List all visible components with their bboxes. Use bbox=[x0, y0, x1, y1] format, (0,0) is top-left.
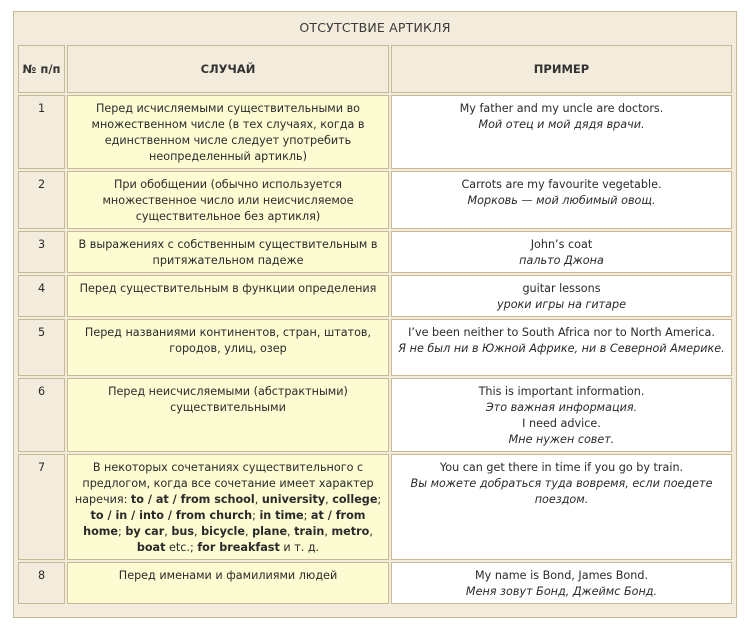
example-english: My name is Bond, James Bond. bbox=[474, 569, 649, 582]
case-description: Перед названиями континентов, стран, штатов, городов, улиц, озер bbox=[67, 319, 389, 376]
example-cell bbox=[391, 95, 732, 169]
case-phrase-bold: at / from home bbox=[83, 509, 366, 538]
case-phrase-bold: metro bbox=[331, 525, 370, 538]
case-phrase-bold: to / in / into / from church bbox=[90, 509, 253, 522]
case-text-part: , bbox=[194, 525, 202, 538]
case-description: При обобщении (обычно используется множественное число или неисчисляемое существительное без артикля) bbox=[67, 171, 389, 229]
example-english: This is important information. bbox=[478, 385, 645, 398]
case-text-part: ; bbox=[303, 509, 311, 522]
case-phrase-bold: train bbox=[294, 525, 325, 538]
row-number: 1 bbox=[18, 95, 65, 169]
table-row bbox=[18, 562, 732, 604]
case-text-part: ; bbox=[252, 509, 260, 522]
case-description: Перед неисчисляемыми (абстрактными) существительными bbox=[67, 378, 389, 452]
example-translation: Я не был ни в Южной Африке, ни в Северной Америке. bbox=[398, 342, 725, 355]
case-description: Перед существительным в функции определения bbox=[67, 275, 389, 317]
example-translation: Меня зовут Бонд, Джеймс Бонд. bbox=[465, 585, 658, 598]
header-example: ПРИМЕР bbox=[391, 45, 732, 93]
example-cell bbox=[391, 231, 732, 273]
case-text-part: , bbox=[164, 525, 172, 538]
example-cell bbox=[391, 319, 732, 376]
row-number: 3 bbox=[18, 231, 65, 273]
case-description bbox=[67, 454, 389, 560]
header-case: СЛУЧАЙ bbox=[67, 45, 389, 93]
row-number: 7 bbox=[18, 454, 65, 560]
example-english: Carrots are my favourite vegetable. bbox=[461, 178, 662, 191]
example-translation: Вы можете добраться туда вовремя, если поедете поездом. bbox=[410, 477, 713, 506]
case-phrase-bold: college bbox=[332, 493, 378, 506]
case-text-part: , bbox=[369, 525, 373, 538]
example-cell bbox=[391, 562, 732, 604]
case-phrase-bold: boat bbox=[136, 541, 166, 554]
table-row bbox=[18, 231, 732, 273]
header-num: № п/п bbox=[18, 45, 65, 93]
case-text-part: , bbox=[325, 493, 333, 506]
case-text-part: , bbox=[324, 525, 332, 538]
case-text-part: , bbox=[244, 525, 253, 538]
row-number: 4 bbox=[18, 275, 65, 317]
case-phrase-bold: bicycle bbox=[201, 525, 245, 538]
row-number: 2 bbox=[18, 171, 65, 229]
case-text-part: ; bbox=[118, 525, 126, 538]
case-text-part: , bbox=[254, 493, 262, 506]
example-english: guitar lessons bbox=[522, 282, 601, 295]
example-cell bbox=[391, 275, 732, 317]
row-number: 6 bbox=[18, 378, 65, 452]
example-english: You can get there in time if you go by train. bbox=[439, 461, 684, 474]
case-text-part: В некоторых сочетаниях существительного с предлогом, когда все сочетание имеет характер наречия: bbox=[74, 461, 374, 506]
case-text-part: и т. д. bbox=[279, 541, 320, 554]
case-phrase-bold: bus bbox=[171, 525, 195, 538]
case-phrase-bold: to / at / from school bbox=[130, 493, 255, 506]
case-description: Перед исчисляемыми существительными во множественном числе (в тех случаях, когда в единственном числе следует употребить неопределенный артикль) bbox=[67, 95, 389, 169]
example-translation: пальто Джона bbox=[519, 254, 604, 267]
table-row bbox=[18, 454, 732, 560]
example-english: John’s coat bbox=[530, 238, 593, 251]
case-phrase-bold: university bbox=[261, 493, 326, 506]
example-translation: уроки игры на гитаре bbox=[496, 298, 627, 311]
example-translation: Мой отец и мой дядя врачи. bbox=[478, 118, 645, 131]
row-number: 8 bbox=[18, 562, 65, 604]
row-number: 5 bbox=[18, 319, 65, 376]
table-row bbox=[18, 319, 732, 376]
example-cell bbox=[391, 171, 732, 229]
example-english: I’ve been neither to South Africa nor to North America. bbox=[408, 326, 715, 339]
example-cell bbox=[391, 454, 732, 560]
table-row bbox=[18, 275, 732, 317]
article-table bbox=[16, 43, 734, 606]
case-phrase-bold: plane bbox=[252, 525, 288, 538]
table-title: ОТСУТСТВИЕ АРТИКЛЯ bbox=[299, 20, 451, 35]
example-english: I need advice. bbox=[522, 417, 601, 430]
table-row bbox=[18, 378, 732, 452]
example-translation: Мне нужен совет. bbox=[508, 433, 615, 446]
table-row bbox=[18, 171, 732, 229]
case-description: В выражениях с собственным существительным в притяжательном падеже bbox=[67, 231, 389, 273]
case-description: Перед именами и фамилиями людей bbox=[67, 562, 389, 604]
case-text-part: ; bbox=[377, 493, 382, 506]
case-phrase-bold: in time bbox=[259, 509, 304, 522]
case-text-part: , bbox=[287, 525, 295, 538]
example-translation: Морковь — мой любимый овощ. bbox=[467, 194, 656, 207]
table-row bbox=[18, 95, 732, 169]
case-phrase-bold: for breakfast bbox=[197, 541, 280, 554]
example-cell bbox=[391, 378, 732, 452]
example-english: My father and my uncle are doctors. bbox=[459, 102, 664, 115]
case-text-part: etc.; bbox=[165, 541, 198, 554]
case-phrase-bold: by car bbox=[125, 525, 165, 538]
article-table-panel bbox=[13, 11, 737, 618]
example-translation: Это важная информация. bbox=[485, 401, 638, 414]
